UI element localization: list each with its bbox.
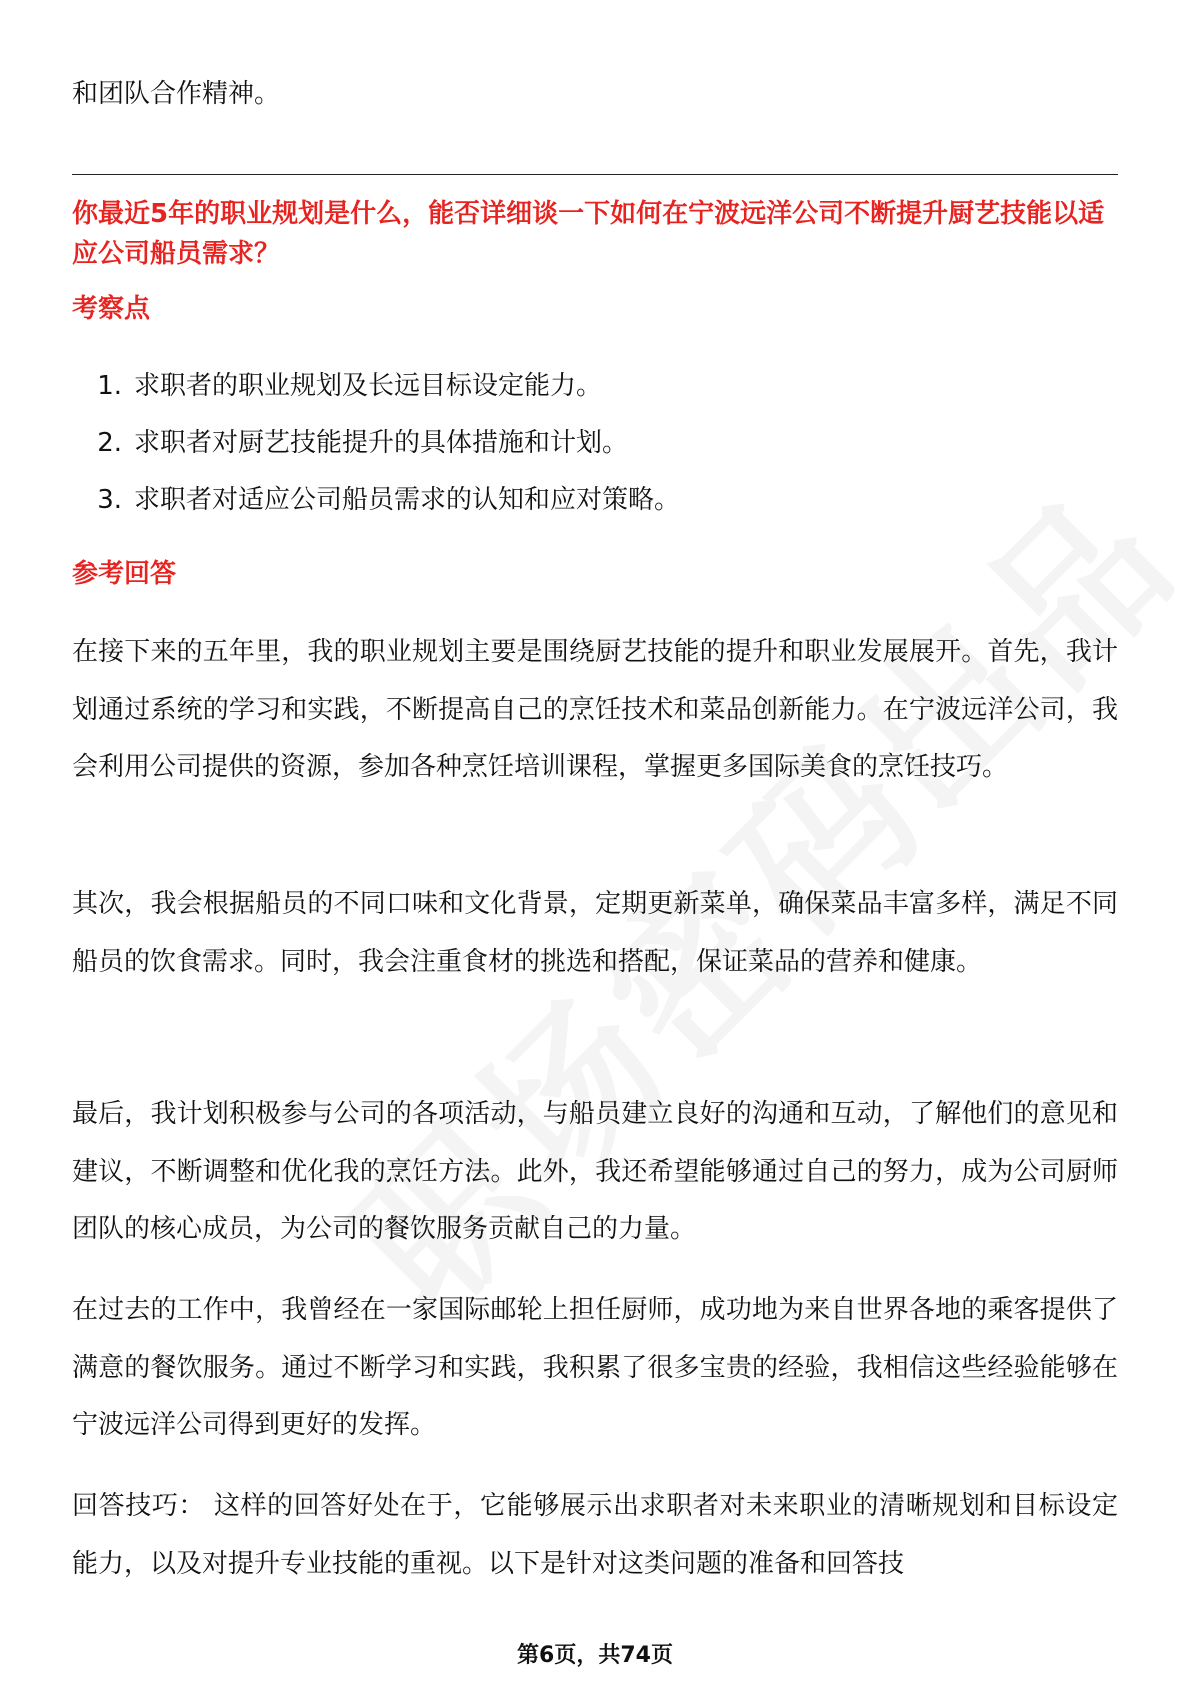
list-item <box>72 358 680 415</box>
list-number: 1. <box>97 371 122 401</box>
answer-paragraph: 在接下来的五年里，我的职业规划主要是围绕厨艺技能的提升和职业发展展开。首先，我计划通过系统的学习和实践，不断提高自己的烹饪技术和菜品创新能力。在宁波远洋公司，我会利用公司提供的资源，参加各种烹饪培训课程，掌握更多国际美食的烹饪技巧。 <box>72 637 1118 782</box>
points-heading: 考察点 <box>72 294 151 324</box>
lead-text: 和团队合作精神。 <box>72 79 281 109</box>
answer-paragraph: 在过去的工作中，我曾经在一家国际邮轮上担任厨师，成功地为来自世界各地的乘客提供了满意的餐饮服务。通过不断学习和实践，我积累了很多宝贵的经验，我相信这些经验能够在宁波远洋公司得到更好的发挥。 <box>72 1295 1118 1440</box>
page-number: 第6页，共74页 <box>517 1643 673 1668</box>
list-item <box>72 415 680 472</box>
list-number: 3. <box>97 485 122 515</box>
list-text: 求职者的职业规划及长远目标设定能力。 <box>134 371 603 401</box>
points-list <box>72 358 680 529</box>
list-text: 求职者对适应公司船员需求的认知和应对策略。 <box>134 485 681 515</box>
answer-paragraph: 其次，我会根据船员的不同口味和文化背景，定期更新菜单，确保菜品丰富多样，满足不同船员的饮食需求。同时，我会注重食材的挑选和搭配，保证菜品的营养和健康。 <box>72 889 1118 977</box>
question-title: 你最近5年的职业规划是什么，能否详细谈一下如何在宁波远洋公司不断提升厨艺技能以适应公司船员需求？ <box>72 199 1105 269</box>
list-text: 求职者对厨艺技能提升的具体措施和计划。 <box>134 428 629 458</box>
answer-paragraph: 最后，我计划积极参与公司的各项活动，与船员建立良好的沟通和互动，了解他们的意见和建议，不断调整和优化我的烹饪方法。此外，我还希望能够通过自己的努力，成为公司厨师团队的核心成员，为公司的餐饮服务贡献自己的力量。 <box>72 1099 1118 1244</box>
section-divider <box>72 174 1118 175</box>
answer-heading: 参考回答 <box>72 559 177 589</box>
list-item <box>72 472 680 529</box>
tips-paragraph: 回答技巧： 这样的回答好处在于，它能够展示出求职者对未来职业的清晰规划和目标设定能力，以及对提升专业技能的重视。以下是针对这类问题的准备和回答技 <box>72 1491 1118 1579</box>
list-number: 2. <box>97 428 122 458</box>
